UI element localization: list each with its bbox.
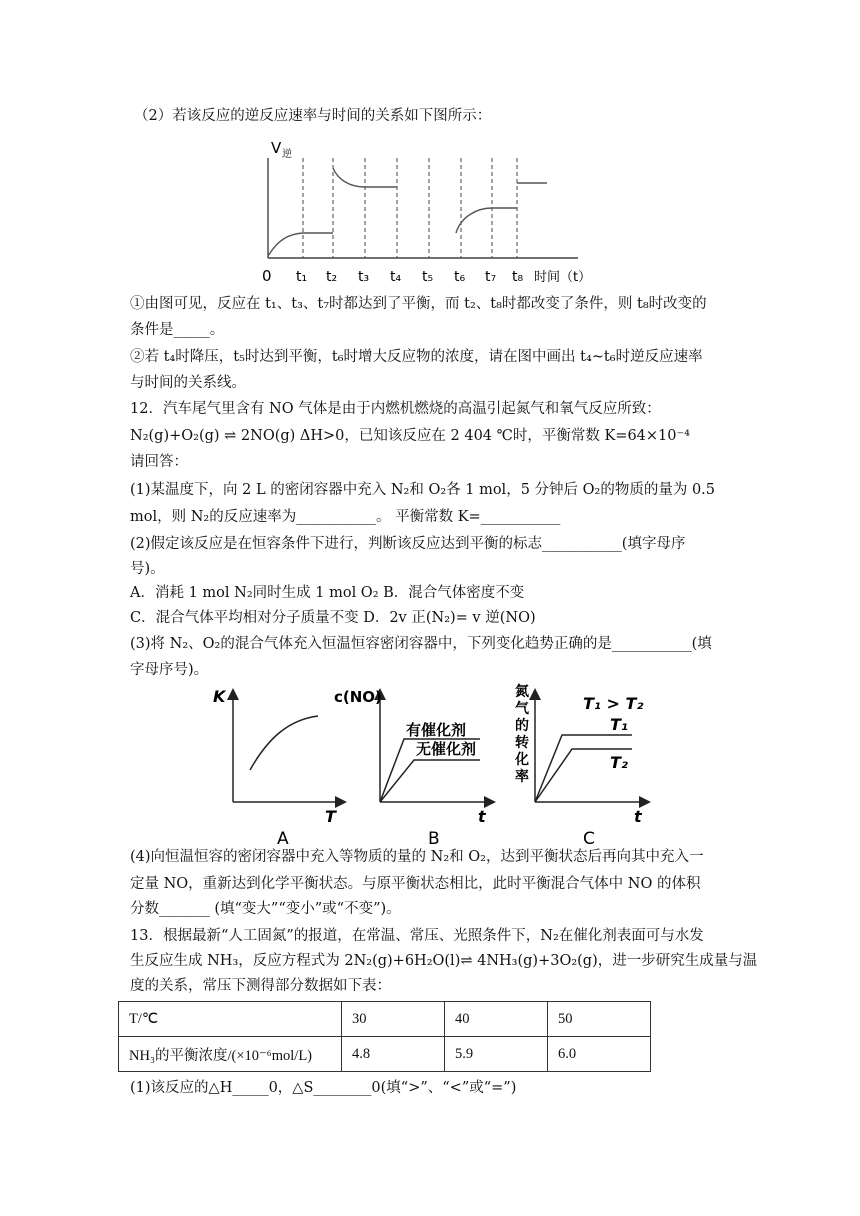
q12-line3: 请回答： [130, 454, 188, 470]
graph-c-y-char: 氮 [515, 684, 529, 700]
q12-line14: 分数_______ (填“变大”“变小”或“不变”)。 [130, 901, 401, 917]
graph-tick: t₁ [296, 269, 308, 285]
table-cell: 50 [548, 1002, 651, 1037]
graph-c-x-label: t [634, 807, 642, 826]
graph-tick: t₇ [485, 269, 497, 285]
graph-x-label: 时间（t） [534, 270, 592, 285]
graph-tick: t₄ [390, 269, 402, 285]
q12-line10: (3)将 N₂、O₂的混合气体充入恒温恒容密闭容器中，下列变化趋势正确的是___________(填 [130, 636, 712, 652]
q12-line6: (2)假定该反应是在恒容条件下进行，判断该反应达到平衡的标志___________(填字母序 [130, 536, 686, 552]
nh3-data-table [118, 1001, 651, 1072]
q11-line2: 条件是_____。 [130, 322, 225, 338]
q12-line12: (4)向恒温恒容的密闭容器中充入等物质的量的 N₂和 O₂，达到平衡状态后再向其中充入一 [130, 849, 704, 865]
table-cell: 4.8 [342, 1037, 445, 1072]
graph-a-caption: A [277, 829, 289, 849]
table-cell: 40 [445, 1002, 548, 1037]
graph-a-x-label: T [325, 807, 336, 826]
q13-line1: 13．根据最新“人工固氮”的报道，在常温、常压、光照条件下，N₂在催化剂表面可与水发 [130, 928, 704, 944]
graph-c [510, 682, 665, 847]
q11-line4: 与时间的关系线。 [130, 375, 246, 391]
table-row [119, 1002, 651, 1037]
table-cell: 5.9 [445, 1037, 548, 1072]
table-row [119, 1037, 651, 1072]
q11-line1: ①由图可见，反应在 t₁、t₃、t₇时都达到了平衡，而 t₂、t₈时都改变了条件，则 t₈时改变的 [130, 296, 707, 312]
graph-c-relation: T₁ > T₂ [583, 694, 644, 713]
table-cell: NH₃的平衡浓度/(×10⁻⁶mol/L) [119, 1037, 342, 1072]
graph-b-y-label: c(NO) [334, 688, 382, 706]
graph-origin: 0 [262, 267, 272, 285]
graph-a [205, 682, 355, 847]
table-cell: T/℃ [119, 1002, 342, 1037]
graph-a-y-label: K [213, 687, 226, 706]
graph-b-x-label: t [478, 807, 486, 826]
q13-line4: (1)该反应的△H_____0，△S________0(填“>”、“<”或“=”) [130, 1080, 517, 1096]
q12-line2: N₂(g)+O₂(g) ⇌ 2NO(g) ΔH>0，已知该反应在 2 404 ℃时，平衡常数 K=64×10⁻⁴ [130, 428, 690, 444]
graph-c-y-char: 气 [515, 701, 529, 717]
q12-line4: (1)某温度下，向 2 L 的密闭容器中充入 N₂和 O₂各 1 mol，5 分钟后 O₂的物质的量为 0.5 [130, 482, 716, 498]
q13-line2: 生反应生成 NH₃，反应方程式为 2N₂(g)+6H₂O(l)⇌ 4NH₃(g)+3O₂(g)，进一步研究生成量与温 [130, 953, 758, 969]
graph-tick: t₃ [358, 269, 370, 285]
graph-c-y-char: 的 [515, 718, 529, 734]
q12-line13: 定量 NO，重新达到化学平衡状态。与原平衡状态相比，此时平衡混合气体中 NO 的体积 [130, 876, 701, 892]
graph-c-upper-label: T₁ [610, 715, 628, 734]
q13-line3: 度的关系，常压下测得部分数据如下表： [130, 978, 391, 994]
q11-intro: （2）若该反应的逆反应速率与时间的关系如下图所示： [134, 108, 492, 124]
graph-b-lower-label: 无催化剂 [416, 740, 477, 758]
graph-y-label-sub: 逆 [282, 149, 292, 160]
graph-c-lower-label: T₂ [610, 753, 628, 772]
graph-c-y-char: 化 [515, 752, 529, 768]
graph-tick: t₂ [326, 269, 338, 285]
q12-line8: A．消耗 1 mol N₂同时生成 1 mol O₂ B．混合气体密度不变 [130, 585, 525, 601]
graph-c-y-char: 率 [515, 769, 529, 785]
graph-y-label: V [271, 139, 282, 157]
graph-b-caption: B [428, 829, 440, 849]
q12-line1: 12．汽车尾气里含有 NO 气体是由于内燃机燃烧的高温引起氮气和氧气反应所致： [130, 401, 661, 417]
graph-c-y-char: 转 [515, 735, 529, 751]
graph-b [334, 682, 502, 849]
graph-c-caption: C [583, 829, 595, 849]
reverse-rate-graph [258, 136, 608, 288]
q12-line11: 字母序号)。 [130, 662, 209, 678]
q12-line5: mol，则 N₂的反应速率为___________。 平衡常数 K=___________ [130, 509, 561, 525]
table-cell: 30 [342, 1002, 445, 1037]
table-cell: 6.0 [548, 1037, 651, 1072]
q12-line9: C．混合气体平均相对分子质量不变 D．2v 正(N₂)= v 逆(NO) [130, 610, 536, 626]
graph-b-upper-label: 有催化剂 [406, 721, 467, 739]
graph-tick: t₈ [512, 269, 524, 285]
q12-line7: 号)。 [130, 561, 165, 577]
graph-tick: t₆ [454, 269, 466, 285]
graph-tick: t₅ [422, 269, 434, 285]
q11-line3: ②若 t₄时降压，t₅时达到平衡，t₆时增大反应物的浓度，请在图中画出 t₄~t₆时逆反应速率 [130, 349, 703, 365]
